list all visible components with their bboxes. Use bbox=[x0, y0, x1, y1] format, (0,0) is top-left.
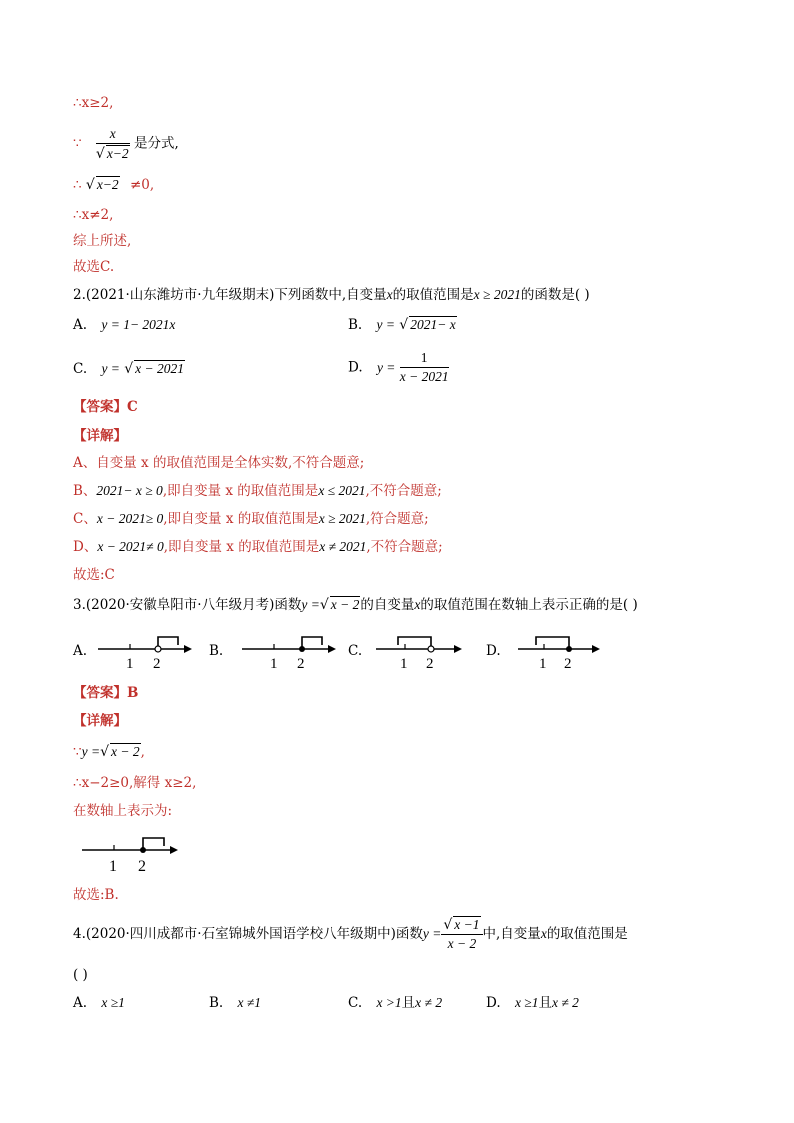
detail-text: ,符合题意; bbox=[365, 511, 429, 527]
function-lhs: y = bbox=[422, 926, 442, 941]
q4-option-b bbox=[209, 994, 261, 1012]
q2-detail-c bbox=[73, 510, 429, 528]
detail-text: ,不符合题意; bbox=[365, 483, 442, 499]
tick-label-2: 2 bbox=[426, 656, 434, 672]
answer-value: C bbox=[127, 399, 138, 415]
stem-text: 下列函数中,自变量 bbox=[274, 287, 387, 303]
detail-expr: x ≤ 2021 bbox=[318, 483, 366, 498]
question-number: 2. bbox=[73, 287, 86, 303]
detail-expr: x ≥ 2021 bbox=[318, 511, 366, 526]
q2-detail-tag: 【详解】 bbox=[73, 428, 127, 444]
question-source: (2021·山东潍坊市·九年级期末) bbox=[85, 287, 275, 303]
detail-text: D、 bbox=[73, 539, 98, 555]
radicand: x−2 bbox=[106, 146, 129, 161]
fraction-denominator: x − 2 bbox=[447, 936, 477, 951]
prev-line-1: ∴x≥2, bbox=[73, 95, 114, 111]
q2-stem bbox=[73, 286, 590, 304]
q4-option-d bbox=[486, 994, 579, 1012]
q4-option-a bbox=[73, 994, 125, 1012]
tick-label-1: 1 bbox=[400, 656, 408, 672]
option-expr: x ≥1 bbox=[101, 995, 125, 1010]
range-bracket bbox=[398, 637, 431, 649]
answer-tag: 【答案】 bbox=[73, 399, 127, 415]
answer-tag: 【答案】 bbox=[73, 685, 127, 701]
punctuation: , bbox=[140, 744, 145, 760]
q3-solution-numberline bbox=[80, 832, 190, 876]
tick-label-2: 2 bbox=[297, 656, 305, 672]
stem-text: 的取值范围是 bbox=[392, 287, 474, 303]
q4-paren: ( ) bbox=[73, 967, 88, 983]
fraction-denominator: x − 2021 bbox=[399, 369, 449, 384]
q2-detail-b bbox=[73, 482, 442, 500]
radicand: x−2 bbox=[96, 177, 119, 192]
option-expr: x ≠ 2 bbox=[551, 995, 579, 1010]
option-label: A. bbox=[73, 317, 88, 333]
q3-step-3: 在数轴上表示为: bbox=[73, 803, 173, 819]
stem-text: 的取值范围是 bbox=[546, 926, 628, 942]
variable-x: x bbox=[414, 597, 421, 612]
question-source: (2020·四川成都市·石室锦城外国语学校八年级期中) bbox=[85, 926, 396, 942]
option-label: D. bbox=[348, 359, 363, 376]
variable-x: x bbox=[386, 287, 393, 302]
function-lhs: y = bbox=[301, 597, 320, 612]
option-label: C. bbox=[73, 361, 88, 377]
not-zero-text: ≠0, bbox=[129, 177, 155, 193]
option-expr: x >1 bbox=[376, 995, 402, 1010]
option-lhs: y = bbox=[376, 317, 395, 332]
q3-final: 故选:B. bbox=[73, 887, 119, 903]
detail-text: ,即自变量 x 的取值范围是 bbox=[163, 511, 319, 527]
tick-label-2: 2 bbox=[153, 656, 161, 672]
stem-text: 函数 bbox=[274, 597, 302, 613]
range-bracket bbox=[536, 637, 569, 649]
arrow-head bbox=[184, 645, 192, 653]
q2-option-a bbox=[73, 316, 175, 334]
option-label: B. bbox=[209, 995, 224, 1011]
detail-text: C、 bbox=[73, 511, 97, 527]
tick-label-1: 1 bbox=[126, 656, 134, 672]
prev-line-6: 故选C. bbox=[73, 259, 115, 275]
q3-option-d-numberline bbox=[516, 632, 616, 674]
q3-option-d-label: D. bbox=[486, 643, 501, 659]
conjunction: 且 bbox=[401, 995, 416, 1011]
filled-circle bbox=[566, 646, 572, 652]
fraction-numerator: 1 bbox=[400, 350, 449, 368]
q2-option-c: C. y = √ x − 2021 bbox=[73, 361, 184, 377]
q2-option-b: B. y = √ 2021− x bbox=[348, 317, 456, 333]
because-symbol: ∵ bbox=[73, 135, 82, 152]
detail-expr: x − 2021≥ 0 bbox=[96, 511, 164, 526]
option-expr: x ≠ 2 bbox=[415, 995, 443, 1010]
arrow-head bbox=[592, 645, 600, 653]
detail-expr: 2021− x ≥ 0 bbox=[96, 483, 163, 498]
q4-option-c bbox=[348, 994, 442, 1012]
tick-label-2: 2 bbox=[564, 656, 572, 672]
option-label: D. bbox=[486, 995, 501, 1011]
prev-line-3: ∴ √ x−2 ≠0, bbox=[73, 177, 155, 193]
tick-label-1: 1 bbox=[270, 656, 278, 672]
q3-option-a-label: A. bbox=[73, 643, 88, 659]
prev-line-2 bbox=[73, 126, 179, 162]
q2-detail-a: A、自变量 x 的取值范围是全体实数,不符合题意; bbox=[73, 455, 365, 471]
range-bracket bbox=[302, 637, 322, 649]
option-expr: x ≠1 bbox=[237, 995, 262, 1010]
stem-text: 函数 bbox=[395, 926, 423, 942]
option-lhs: y = bbox=[376, 359, 396, 375]
option-label: C. bbox=[348, 995, 363, 1011]
q3-option-a-numberline bbox=[96, 632, 196, 674]
conjunction: 且 bbox=[538, 995, 552, 1011]
tick-label-1: 1 bbox=[539, 656, 547, 672]
fraction-note: 是分式, bbox=[133, 135, 179, 152]
q2-detail-d bbox=[73, 538, 443, 556]
filled-circle bbox=[140, 847, 146, 853]
stem-text: 的函数是( ) bbox=[520, 287, 590, 303]
q3-option-b-numberline bbox=[240, 632, 340, 674]
radicand: x − 2 bbox=[330, 597, 360, 612]
arrow-head bbox=[328, 645, 336, 653]
arrow-head bbox=[454, 645, 462, 653]
condition-expr: x ≥ 2021 bbox=[473, 287, 521, 302]
detail-expr: x ≠ 2021 bbox=[319, 539, 367, 554]
detail-text: B、 bbox=[73, 483, 97, 499]
question-source: (2020·安徽阜阳市·八年级月考) bbox=[85, 597, 275, 613]
tick-label-1: 1 bbox=[109, 858, 117, 875]
prev-line-4: ∴x≠2, bbox=[73, 207, 114, 223]
q3-detail-tag: 【详解】 bbox=[73, 713, 127, 729]
arrow-head bbox=[170, 846, 178, 854]
range-bracket bbox=[143, 838, 164, 850]
stem-text: 的取值范围在数轴上表示正确的是( ) bbox=[420, 597, 638, 613]
q3-option-b-label: B. bbox=[209, 643, 224, 659]
fraction-x-over-sqrt: $\frac{x}{√ x-2}$ bbox=[95, 126, 129, 162]
option-label: A. bbox=[73, 995, 88, 1011]
detail-text: ,不符合题意; bbox=[366, 539, 443, 555]
detail-text: ,即自变量 x 的取值范围是 bbox=[162, 483, 319, 499]
q3-option-c-label: C. bbox=[348, 643, 363, 659]
q2-final: 故选:C bbox=[73, 567, 115, 583]
function-fraction: $\frac{√ x -1}{x - 2}$ bbox=[441, 916, 482, 952]
because-symbol: ∵ bbox=[73, 744, 82, 760]
q3-step-2: ∴x−2≥0,解得 x≥2, bbox=[73, 775, 197, 791]
radicand: x − 2021 bbox=[135, 361, 184, 376]
option-lhs: y = bbox=[101, 361, 120, 376]
open-circle bbox=[155, 646, 161, 652]
q4-stem bbox=[73, 916, 628, 952]
q2-option-d bbox=[348, 350, 449, 385]
filled-circle bbox=[299, 646, 305, 652]
open-circle bbox=[428, 646, 434, 652]
stem-text: 的自变量 bbox=[360, 597, 415, 613]
q3-stem: 3.(2020·安徽阜阳市·八年级月考)函数y =√ x − 2的自变量x的取值范围在数轴上表示正确的是( ) bbox=[73, 597, 638, 613]
q3-answer bbox=[73, 684, 138, 702]
q2-answer bbox=[73, 398, 138, 416]
answer-value: B bbox=[127, 685, 139, 701]
radicand: 2021− x bbox=[410, 317, 456, 332]
q3-option-c-numberline bbox=[374, 632, 474, 674]
question-number: 3. bbox=[73, 597, 86, 613]
fraction-numerator: x bbox=[96, 126, 130, 144]
radicand: x − 2 bbox=[111, 744, 140, 759]
q3-step-1: ∵y =√ x − 2, bbox=[73, 744, 145, 760]
function-lhs: y = bbox=[81, 744, 101, 759]
option-expr: x ≥1 bbox=[514, 995, 539, 1010]
question-number: 4. bbox=[73, 926, 86, 942]
tick-label-2: 2 bbox=[138, 858, 146, 875]
variable-x: x bbox=[540, 926, 547, 941]
detail-expr: x − 2021≠ 0 bbox=[97, 539, 164, 554]
option-label: B. bbox=[348, 317, 363, 333]
radicand: x −1 bbox=[454, 917, 480, 932]
detail-text: ,即自变量 x 的取值范围是 bbox=[163, 539, 320, 555]
therefore-symbol: ∴ bbox=[73, 177, 82, 193]
prev-line-5: 综上所述, bbox=[73, 233, 132, 249]
stem-text: 中,自变量 bbox=[482, 926, 541, 942]
option-expr: y = 1− 2021x bbox=[101, 317, 176, 332]
